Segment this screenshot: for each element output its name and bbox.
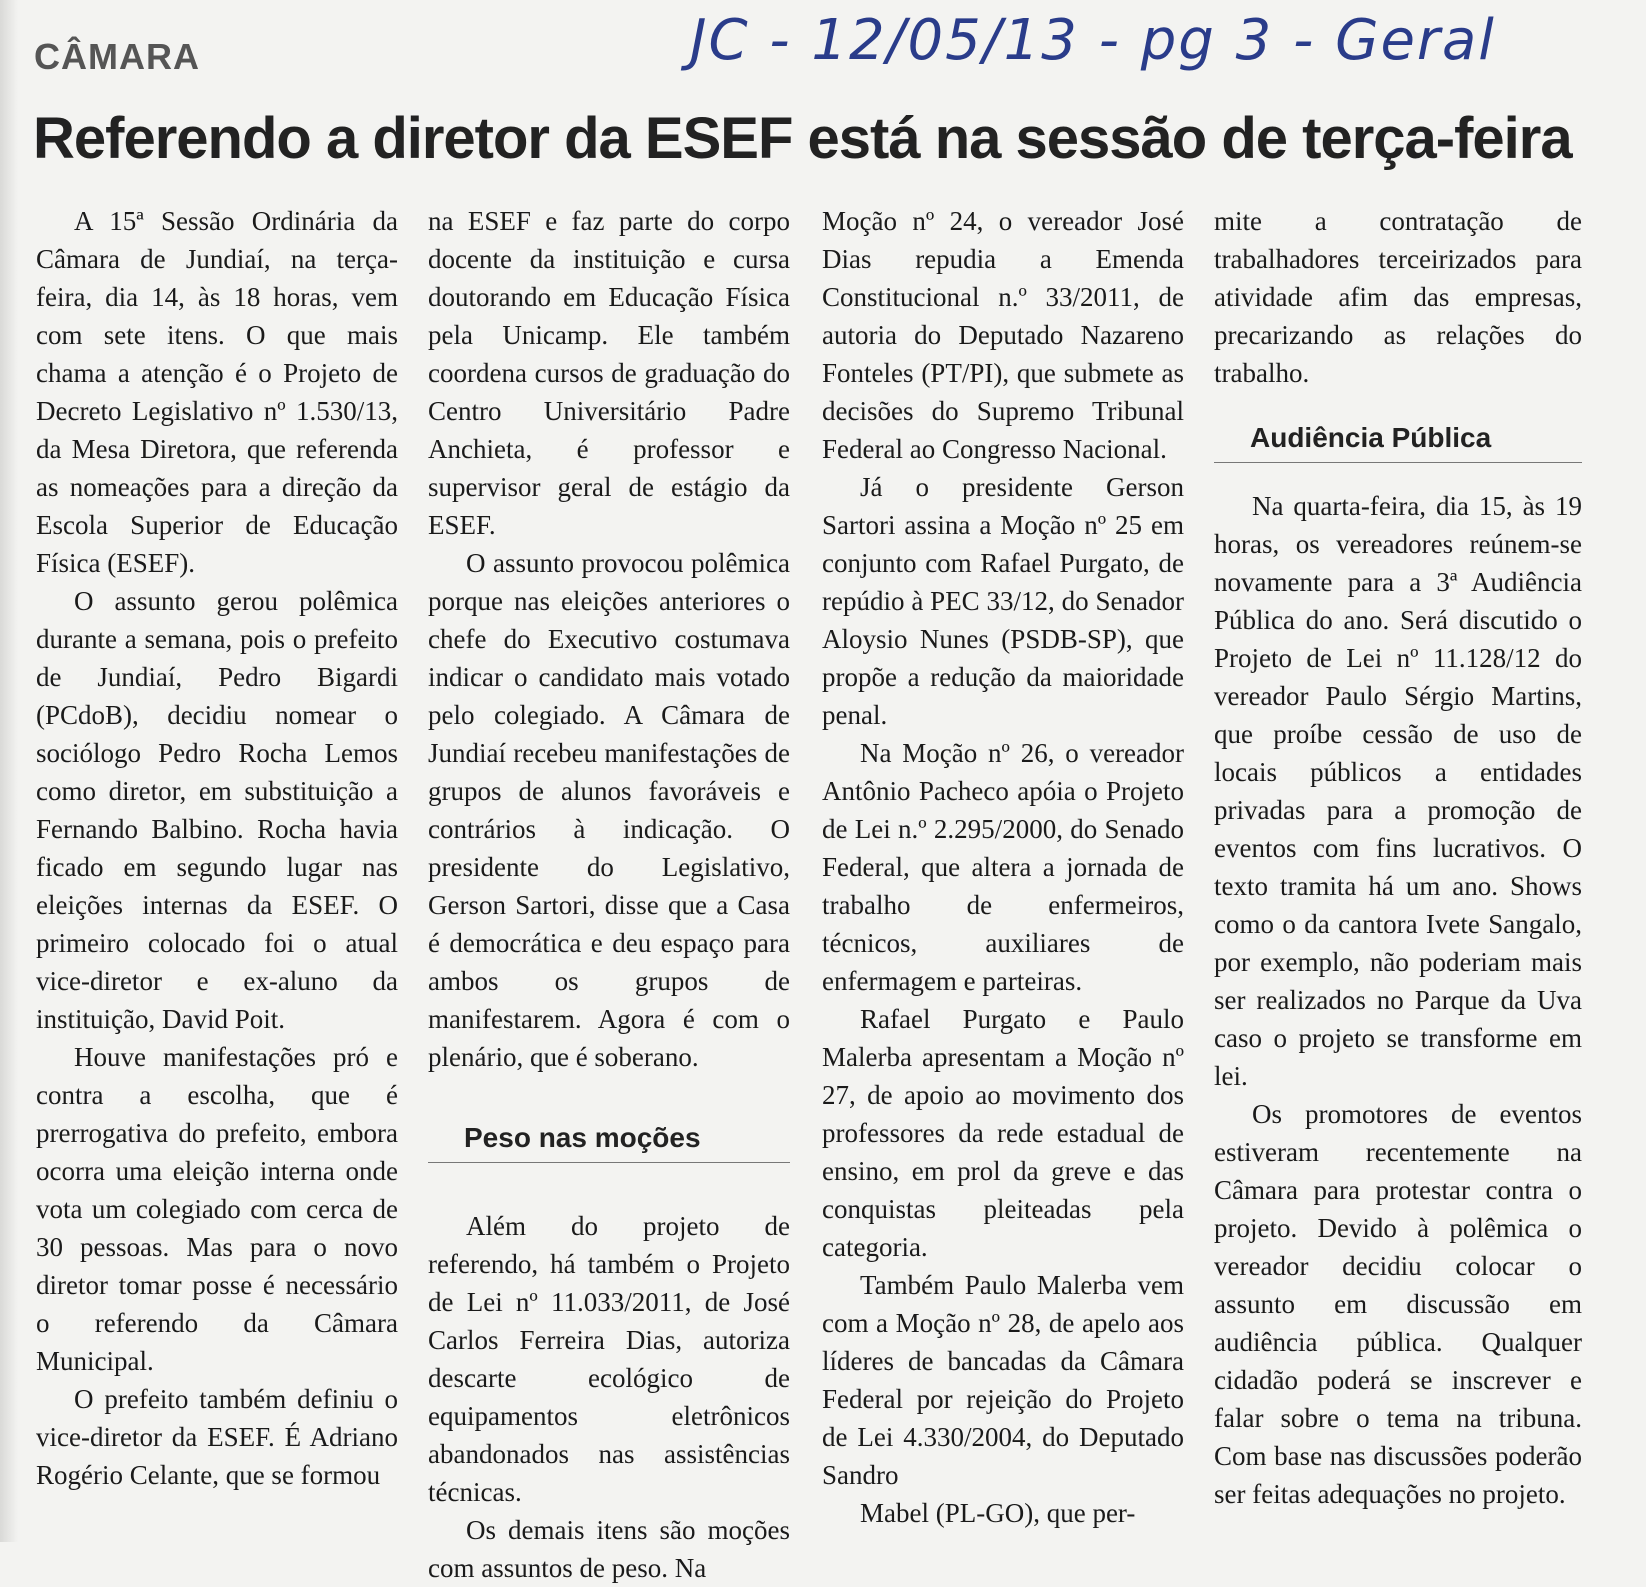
paragraph: Houve manifestações pró e contra a escolha, que é prerrogativa do prefeito, embora ocorra uma eleição interna onde vota um colegiado com cerca de 30 pessoas. Mas para o novo diretor tomar posse é necessário o referendo da Câmara Municipal. xyxy=(36,1042,398,1376)
paragraph: O assunto provocou polêmica porque nas eleições anteriores o chefe do Executivo costumava indicar o candidato mais votado pelo colegiado. A Câmara de Jundiaí recebeu manifestações de grupos de alunos favoráveis e contrários à indicação. O presidente do Legislativo, Gerson Sartori, disse que a Casa é democrática e deu espaço para ambos os grupos de manifestarem. Agora é com o plenário, que é soberano. xyxy=(428,548,790,1072)
paragraph: Também Paulo Malerba vem com a Moção nº 28, de apelo aos líderes de bancadas da Câmara Federal por rejeição do Projeto de Lei 4.330/2004, do Deputado Sandro xyxy=(822,1270,1184,1490)
article-column-4 xyxy=(1214,202,1582,1513)
paragraph: Na quarta-feira, dia 15, às 19 horas, os vereadores reúnem-se novamente para a 3ª Audiência Pública do ano. Será discutido o Projeto de Lei nº 11.128/12 do vereador Paulo Sérgio Martins, que proíbe cessão de uso de locais públicos a entidades privadas para a promoção de eventos com fins lucrativos. O texto tramita há um ano. Shows como o da cantora Ivete Sangalo, por exemplo, não poderiam mais ser realizados no Parque da Uva caso o projeto se transforme em lei. xyxy=(1214,491,1582,1091)
paragraph: Já o presidente Gerson Sartori assina a Moção nº 25 em conjunto com Rafael Purgato, de repúdio à PEC 33/12, do Senador Aloysio Nunes (PSDB-SP), que propõe a redução da maioridade penal. xyxy=(822,472,1184,730)
page-edge-shadow xyxy=(0,0,18,1542)
article-column-1 xyxy=(36,202,398,1494)
paragraph: Mabel (PL-GO), que per- xyxy=(860,1498,1136,1528)
paragraph: Além do projeto de referendo, há também o Projeto de Lei nº 11.033/2011, de José Carlos Ferreira Dias, autoriza descarte ecológico de equipamentos eletrônicos abandonados nas assistências técnicas. xyxy=(428,1211,790,1507)
article-column-2 xyxy=(428,202,790,1587)
paragraph: Os demais itens são moções com assuntos de peso. Na xyxy=(428,1515,790,1583)
paragraph: mite a contratação de trabalhadores terceirizados para atividade afim das empresas, precarizando as relações do trabalho. xyxy=(1214,206,1582,388)
headline: Referendo a diretor da ESEF está na sessão de terça-feira xyxy=(33,106,1572,171)
subheading-peso-nas-mocoes: Peso nas moções xyxy=(428,1120,790,1163)
handwritten-annotation: JC - 12/05/13 - pg 3 - Geral xyxy=(690,8,1496,73)
paragraph: O prefeito também definiu o vice-diretor da ESEF. É Adriano Rogério Celante, que se formou xyxy=(36,1384,398,1490)
paragraph: Na Moção nº 26, o vereador Antônio Pacheco apóia o Projeto de Lei n.º 2.295/2000, do Senado Federal, que altera a jornada de trabalho de enfermeiros, técnicos, auxiliares de enfermagem e parteiras. xyxy=(822,738,1184,996)
paragraph: Os promotores de eventos estiveram recentemente na Câmara para protestar contra o projeto. Devido à polêmica o vereador decidiu colocar o assunto em discussão em audiência pública. Qualquer cidadão poderá se inscrever e falar sobre o tema na tribuna. Com base nas discussões poderão ser feitas adequações no projeto. xyxy=(1214,1099,1582,1509)
paragraph: Moção nº 24, o vereador José Dias repudia a Emenda Constitucional n.º 33/2011, de autoria do Deputado Nazareno Fonteles (PT/PI), que submete as decisões do Supremo Tribunal Federal ao Congresso Nacional. xyxy=(822,206,1184,464)
paragraph: na ESEF e faz parte do corpo docente da instituição e cursa doutorando em Educação Física pela Unicamp. Ele também coordena cursos de graduação do Centro Universitário Padre Anchieta, é professor e supervisor geral de estágio da ESEF. xyxy=(428,206,790,540)
subheading-audiencia-publica: Audiência Pública xyxy=(1214,420,1582,463)
paragraph: Rafael Purgato e Paulo Malerba apresentam a Moção nº 27, de apoio ao movimento dos professores da rede estadual de ensino, em prol da greve e das conquistas pleiteadas pela categoria. xyxy=(822,1004,1184,1262)
section-label: CÂMARA xyxy=(34,36,200,77)
paragraph: A 15ª Sessão Ordinária da Câmara de Jundiaí, na terça-feira, dia 14, às 18 horas, vem com sete itens. O que mais chama a atenção é o Projeto de Decreto Legislativo nº 1.530/13, da Mesa Diretora, que referenda as nomeações para a direção da Escola Superior de Educação Física (ESEF). xyxy=(36,206,398,578)
paragraph: O assunto gerou polêmica durante a semana, pois o prefeito de Jundiaí, Pedro Bigardi (PCdoB), decidiu nomear o sociólogo Pedro Rocha Lemos como diretor, em substituição a Fernando Balbino. Rocha havia ficado em segundo lugar nas eleições internas da ESEF. O primeiro colocado foi o atual vice-diretor e ex-aluno da instituição, David Poit. xyxy=(36,586,398,1034)
article-column-3 xyxy=(822,202,1184,1532)
